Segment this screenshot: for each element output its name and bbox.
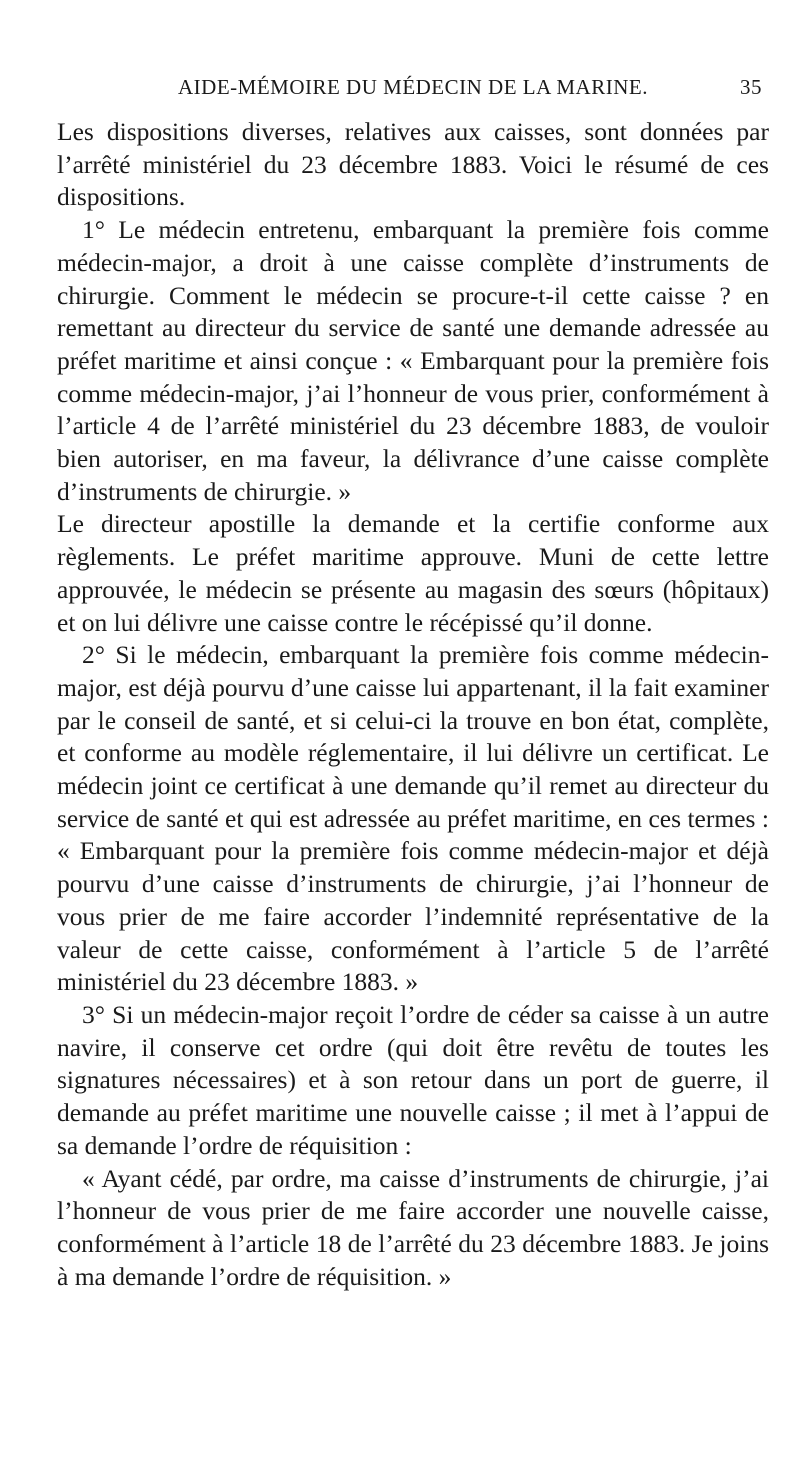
paragraph-item-2: 2° Si le médecin, embarquant la première fois comme médecin-major, est déjà pourvu d’une caisse lui appartenant, il la fait examiner par le conseil de santé, et si celui-ci la trouve en bon état, complète, et conforme au modèle réglementaire, il lui délivre un certificat. Le médecin joint ce certificat à une demande qu’il remet au directeur du service de santé et qui est adressée au préfet maritime, en ces termes : « Embarquant pour la première fois comme médecin-major et déjà pourvu d’une caisse d’instruments de chirurgie, j’ai l’honneur de vous prier de me faire accorder l’indemnité représentative de la valeur de cette caisse, conformément à l’article 5 de l’arrêté ministériel du 23 décembre 1883. » — [57, 640, 769, 997]
page-header — [60, 75, 770, 103]
paragraph-procedure: Le directeur apostille la demande et la certifie conforme aux règlements. Le préfet maritime approuve. Muni de cette lettre approuvée, le médecin se présente au magasin des sœurs (hôpitaux) et on lui délivre une caisse contre le récépissé qu’il donne. — [57, 509, 769, 637]
paragraph-item-3: 3° Si un médecin-major reçoit l’ordre de céder sa caisse à un autre navire, il conserve cet ordre (qui doit être revêtu de toutes les signatures nécessaires) et à son retour dans un port de guerre, il demande au préfet maritime une nouvelle caisse ; il met à l’appui de sa demande l’ordre de réquisition : — [57, 999, 769, 1160]
running-title: AIDE-MÉMOIRE DU MÉDECIN DE LA MARINE. — [178, 75, 648, 99]
paragraph-quote: « Ayant cédé, par ordre, ma caisse d’instruments de chirurgie, j’ai l’honneur de vous prier de me faire accorder une nouvelle caisse, conformément à l’article 18 de l’arrêté du 23 décembre 1883. Je joins à ma demande l’ordre de réquisition. » — [57, 1163, 769, 1291]
paragraph-intro: Les dispositions diverses, relatives aux caisses, sont données par l’arrêté ministériel du 23 décembre 1883. Voici le résumé de ces dispositions. — [57, 117, 769, 212]
paragraph-item-1: 1° Le médecin entretenu, embarquant la première fois comme médecin-major, a droit à une caisse complète d’instruments de chirurgie. Comment le médecin se procure-t-il cette caisse ? en remettant au directeur du service de santé une demande adressée au préfet maritime et ainsi conçue : « Embarquant pour la première fois comme médecin-major, j’ai l’honneur de vous prier, conformément à l’article 4 de l’arrêté ministériel du 23 décembre 1883, de vouloir bien autoriser, en ma faveur, la délivrance d’une caisse complète d’instruments de chirurgie. » — [57, 215, 769, 506]
page-number: 35 — [740, 75, 762, 99]
body-text — [57, 116, 769, 1293]
